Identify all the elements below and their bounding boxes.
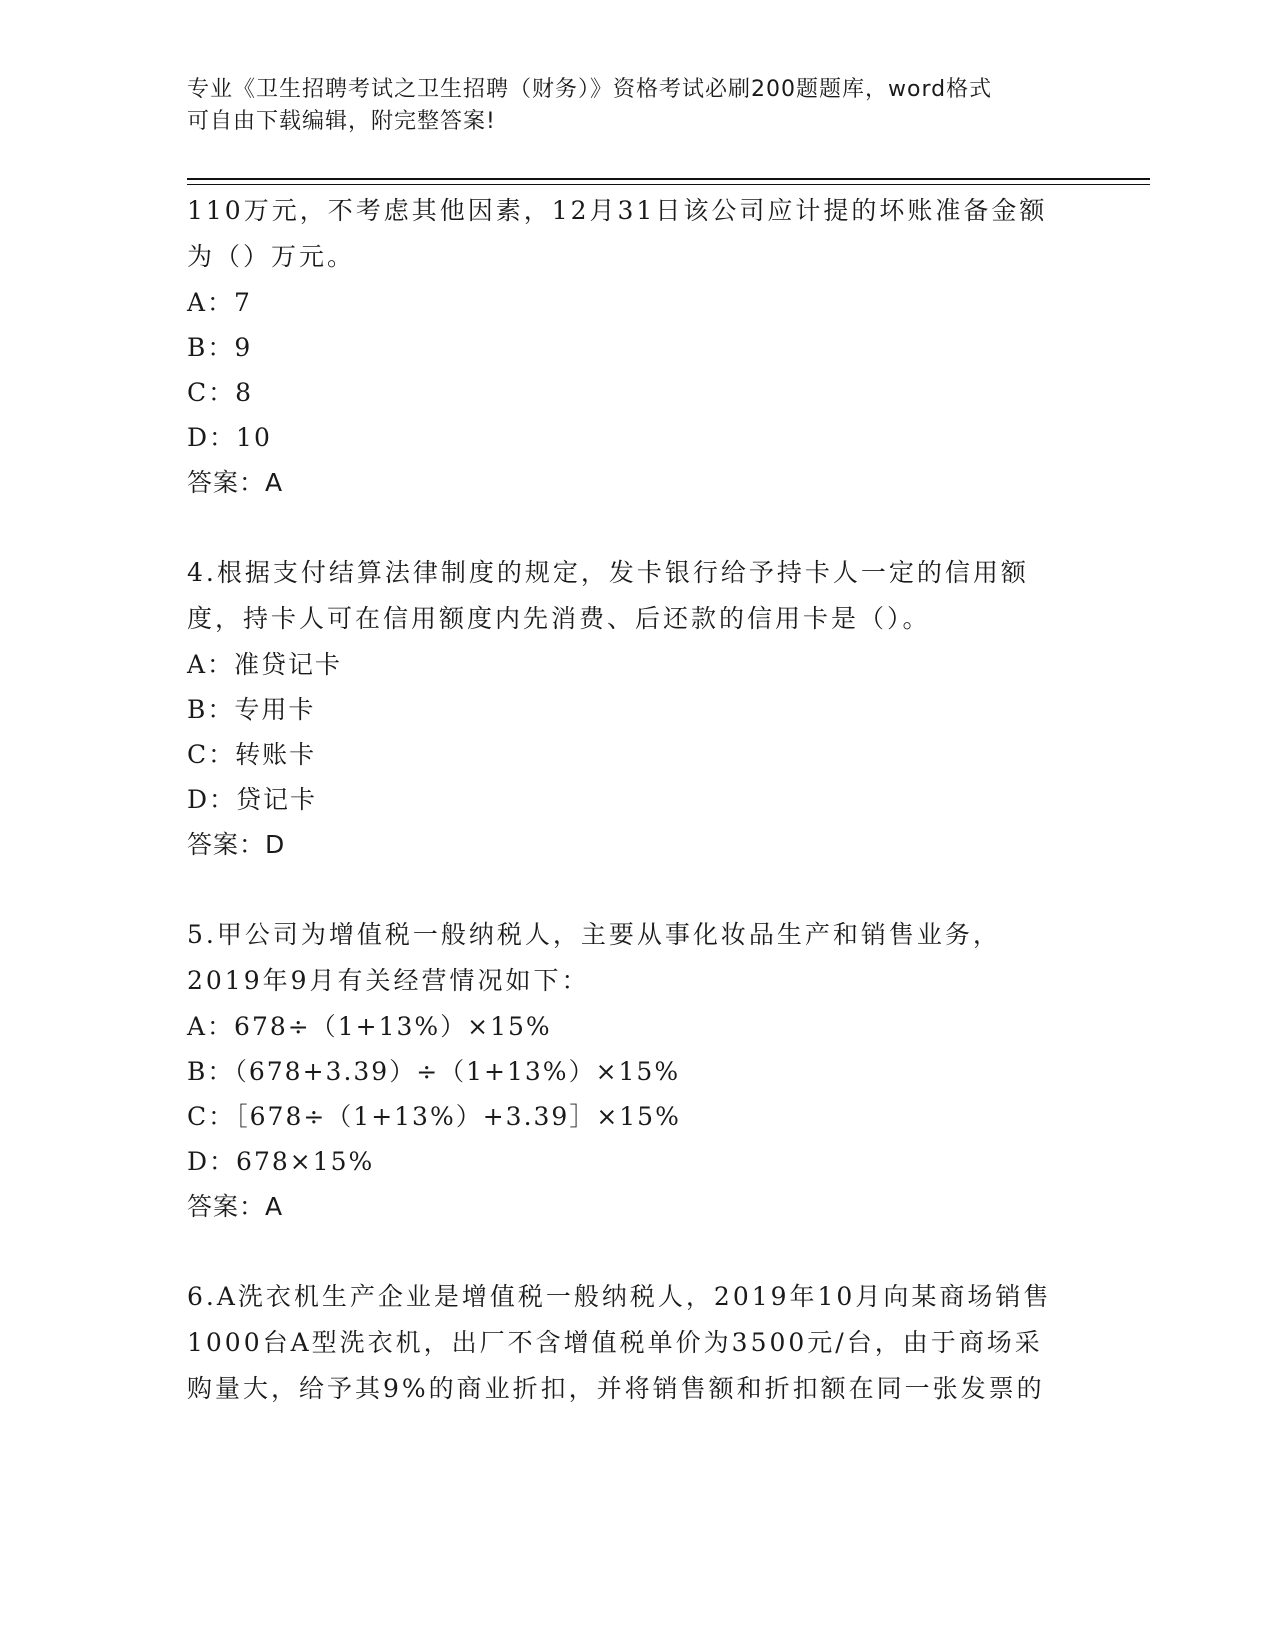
option-b: B：专用卡 (187, 695, 316, 724)
question-stem-line: 5.甲公司为增值税一般纳税人，主要从事化妆品生产和销售业务， (187, 920, 1001, 949)
document-header (187, 74, 1087, 138)
header-rule-thick (187, 178, 1150, 180)
document-body (187, 188, 1087, 1412)
option-d: D：678×15% (187, 1147, 375, 1176)
question-5 (187, 912, 1087, 1230)
question-3 (187, 188, 1087, 506)
answer-line: 答案：A (187, 1192, 284, 1221)
option-b: B：9 (187, 333, 253, 362)
answer-line: 答案：A (187, 468, 284, 497)
option-d: D：贷记卡 (187, 785, 318, 814)
answer-line: 答案：D (187, 830, 286, 859)
question-4 (187, 550, 1087, 868)
question-6 (187, 1274, 1087, 1412)
option-a: A：7 (187, 288, 252, 317)
header-line-1: 专业《卫生招聘考试之卫生招聘（财务）》资格考试必刷200题题库，word格式 (187, 77, 993, 102)
option-b: B：（678+3.39）÷（1+13%）×15% (187, 1057, 681, 1086)
option-a: A：678÷（1+13%）×15% (187, 1012, 552, 1041)
header-line-2: 可自由下载编辑，附完整答案! (187, 109, 496, 134)
question-stem-line: 4.根据支付结算法律制度的规定，发卡银行给予持卡人一定的信用额 (187, 558, 1029, 587)
question-stem-line: 110万元，不考虑其他因素，12月31日该公司应计提的坏账准备金额 (187, 196, 1048, 225)
question-stem-line: 1000台A型洗衣机，出厂不含增值税单价为3500元/台，由于商场采 (187, 1328, 1043, 1357)
question-stem-line: 度，持卡人可在信用额度内先消费、后还款的信用卡是（）。 (187, 604, 931, 633)
option-c: C：8 (187, 378, 254, 407)
question-stem-line: 购量大，给予其9%的商业折扣，并将销售额和折扣额在同一张发票的 (187, 1374, 1045, 1403)
question-stem-line: 为（）万元。 (187, 242, 356, 271)
header-rule-thin (187, 184, 1150, 185)
question-stem-line: 2019年9月有关经营情况如下： (187, 966, 590, 995)
option-c: C：转账卡 (187, 740, 317, 769)
option-d: D：10 (187, 423, 272, 452)
question-stem-line: 6.A洗衣机生产企业是增值税一般纳税人，2019年10月向某商场销售 (187, 1282, 1052, 1311)
option-c: C：［678÷（1+13%）+3.39］×15% (187, 1102, 681, 1131)
option-a: A：准贷记卡 (187, 650, 343, 679)
